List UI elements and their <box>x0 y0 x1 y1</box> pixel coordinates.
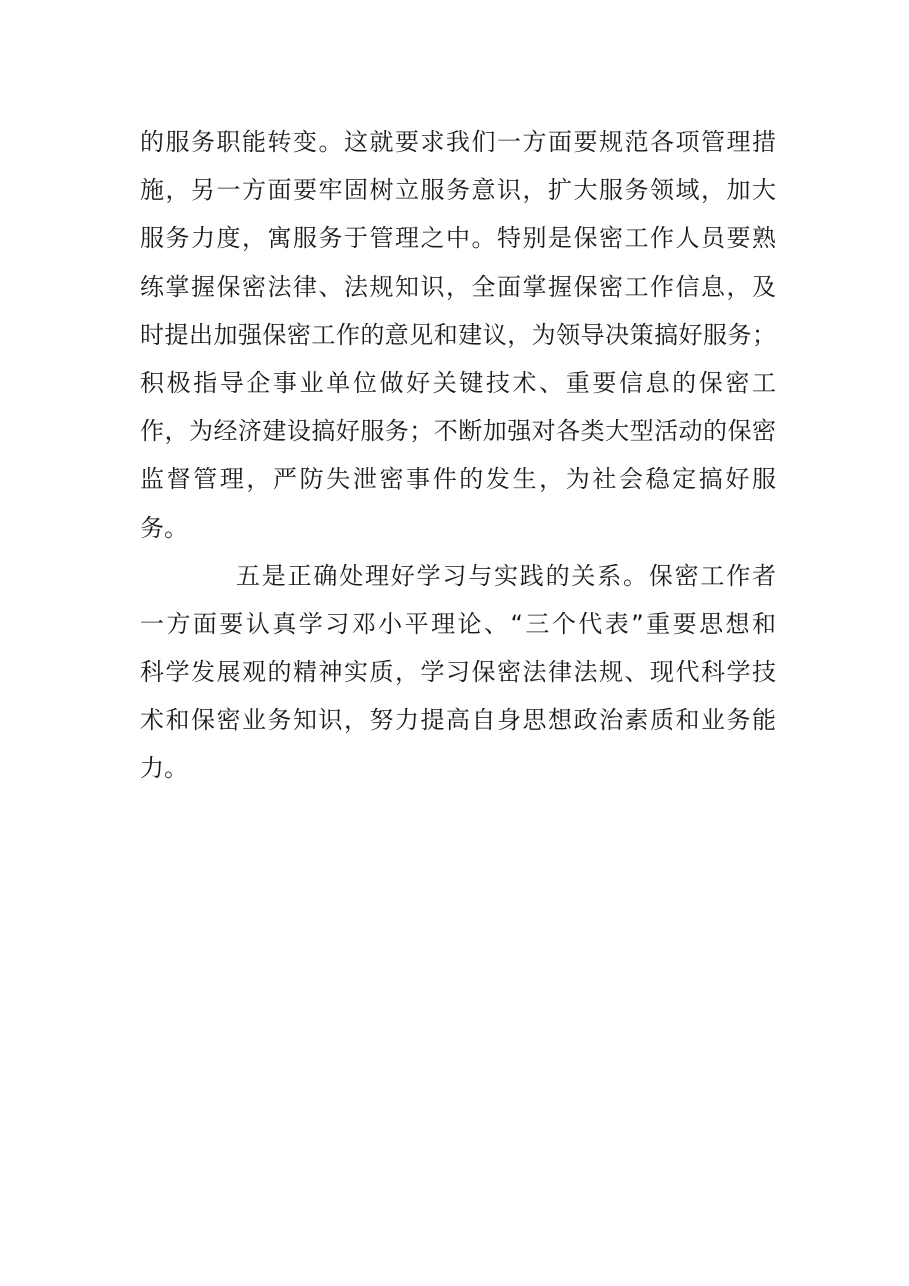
text-line: 的服务职能转变。这就要求我们一方面要规范各项管理措 <box>140 128 776 156</box>
text-line: 施，另一方面要牢固树立服务意识，扩大服务领域，加大 <box>140 176 776 205</box>
text-line: 五是正确处理好学习与实践的关系。保密工作者 <box>236 561 776 590</box>
text-line: 一方面要认真学习邓小平理论、“三个代表”重要思想和 <box>140 609 776 638</box>
text-line: 监督管理，严防失泄密事件的发生，为社会稳定搞好服 <box>140 465 776 494</box>
text-line: 积极指导企事业单位做好关键技术、重要信息的保密工 <box>140 368 776 397</box>
text-line: 术和保密业务知识，努力提高自身思想政治素质和业务能 <box>140 706 776 735</box>
text-line: 务。 <box>140 513 188 542</box>
paragraph-1 <box>140 118 776 552</box>
paragraph-2 <box>140 552 776 793</box>
text-line: 作，为经济建设搞好服务；不断加强对各类大型活动的保密 <box>140 417 776 446</box>
text-line: 练掌握保密法律、法规知识，全面掌握保密工作信息，及 <box>140 272 776 301</box>
text-line: 科学发展观的精神实质，学习保密法律法规、现代科学技 <box>140 658 776 687</box>
text-line: 时提出加强保密工作的意见和建议，为领导决策搞好服务； <box>140 320 776 349</box>
text-line: 服务力度，寓服务于管理之中。特别是保密工作人员要熟 <box>140 224 776 253</box>
document-body <box>140 118 776 793</box>
text-line: 力。 <box>140 754 188 783</box>
